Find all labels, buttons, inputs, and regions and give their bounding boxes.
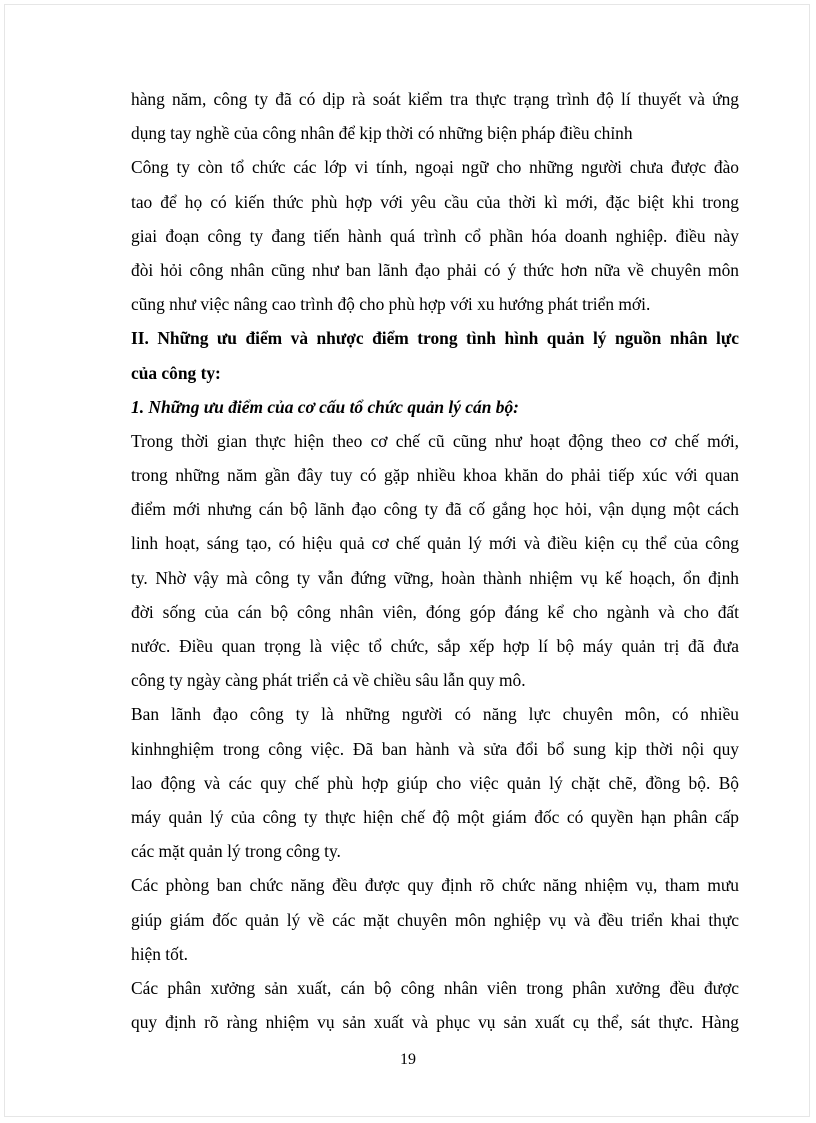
text-line: máy quản lý của công ty thực hiện chế độ một giám đốc có quyền hạn phân cấp bbox=[131, 806, 739, 827]
text-line: kinhnghiệm trong công việc. Đã ban hành và sửa đổi bổ sung kịp thời nội quy bbox=[131, 738, 739, 759]
text-line: đời sống của cán bộ công nhân viên, đóng góp đáng kể cho ngành và cho đất bbox=[131, 601, 739, 622]
text-line: các mặt quản lý trong công ty. bbox=[131, 841, 341, 862]
text-line: Các phân xưởng sản xuất, cán bộ công nhân viên trong phân xưởng đều được bbox=[131, 977, 739, 998]
section-heading-cont: của công ty: bbox=[131, 362, 221, 383]
text-line: Công ty còn tổ chức các lớp vi tính, ngoại ngữ cho những người chưa được đào bbox=[131, 157, 739, 178]
text-line: công ty ngày càng phát triển cả về chiều sâu lẫn quy mô. bbox=[131, 670, 526, 691]
document-body bbox=[131, 82, 739, 1039]
text-line: giai đoạn công ty đang tiến hành quá trình cổ phần hóa doanh nghiệp. điều này bbox=[131, 225, 739, 246]
text-line: quy định rõ ràng nhiệm vụ sản xuất và phục vụ sản xuất cụ thể, sát thực. Hàng bbox=[131, 1012, 739, 1033]
text-line: hàng năm, công ty đã có dịp rà soát kiểm tra thực trạng trình độ lí thuyết và ứng bbox=[131, 89, 739, 109]
text-line: tao để họ có kiến thức phù hợp với yêu cầu của thời kì mới, đặc biệt khi trong bbox=[131, 191, 739, 212]
text-line: cũng như việc nâng cao trình độ cho phù hợp với xu hướng phát triển mới. bbox=[131, 294, 651, 315]
text-line: Trong thời gian thực hiện theo cơ chế cũ cũng như hoạt động theo cơ chế mới, bbox=[131, 430, 739, 451]
text-line: hiện tốt. bbox=[131, 943, 188, 964]
text-line: lao động và các quy chế phù hợp giúp cho việc quản lý chặt chẽ, đồng bộ. Bộ bbox=[131, 772, 739, 793]
text-line: linh hoạt, sáng tạo, có hiệu quả cơ chế quản lý mới và điều kiện cụ thể của công bbox=[131, 533, 739, 554]
text-line: trong những năm gần đây tuy có gặp nhiều khoa khăn do phải tiếp xúc với quan bbox=[131, 465, 739, 486]
text-line: ty. Nhờ vậy mà công ty vẫn đứng vững, hoàn thành nhiệm vụ kế hoạch, ổn định bbox=[131, 567, 739, 588]
text-line: giúp giám đốc quản lý về các mặt chuyên môn nghiệp vụ và đều triển khai thực bbox=[131, 909, 739, 930]
text-line: dụng tay nghề của công nhân để kịp thời có những biện pháp điều chỉnh bbox=[131, 123, 633, 144]
section-heading: II. Những ưu điểm và nhược điểm trong tình hình quản lý nguồn nhân lực bbox=[131, 328, 739, 349]
text-line: nước. Điều quan trọng là việc tổ chức, sắp xếp hợp lí bộ máy quản trị đã đưa bbox=[131, 636, 739, 656]
text-line: đòi hỏi công nhân cũng như ban lãnh đạo phải có ý thức hơn nữa về chuyên môn bbox=[131, 259, 739, 280]
subsection-heading: 1. Những ưu điểm của cơ cấu tổ chức quản lý cán bộ: bbox=[131, 396, 519, 417]
page-number: 19 bbox=[400, 1051, 416, 1068]
text-line: Các phòng ban chức năng đều được quy định rõ chức năng nhiệm vụ, tham mưu bbox=[131, 875, 739, 896]
text-line: điểm mới nhưng cán bộ lãnh đạo công ty đã cố gắng học hỏi, vận dụng một cách bbox=[131, 499, 739, 520]
text-line: Ban lãnh đạo công ty là những người có năng lực chuyên môn, có nhiều bbox=[131, 704, 739, 725]
